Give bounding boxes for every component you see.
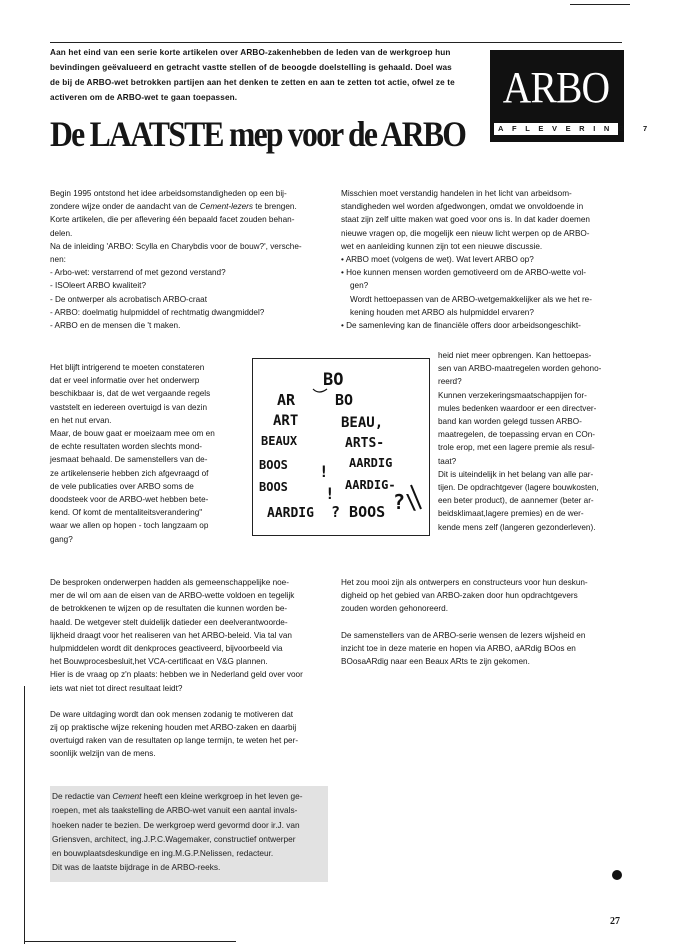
left-column-bottom [50,576,330,761]
left-column-mid [50,361,235,546]
text-line: digheid op het gebied van ARBO-zaken door hun opdrachtgevers [341,591,578,601]
text-line: haald. De wetgever stelt duidelijk datieder een deelverantwoorde- [50,617,288,627]
sketch-word: ! [319,462,329,481]
sketch-drawing [253,359,429,535]
text-line: Griensven, architect, ing.J.P.C.Wagemaker, constructief ontwerper [52,833,296,844]
text-line: band kan worden gelegd tussen ARBO- [438,417,582,427]
sketch-word: BO [335,391,354,409]
right-column-top [341,187,623,332]
text-line: Na de inleiding 'ARBO: Scylla en Charybdis voor de bouw?', versche- [50,241,302,251]
right-column-bottom [341,576,623,668]
text-line: gang? [50,534,73,544]
text-line: en bouwplaatsdeskundige en ing.M.G.P.Nelissen, redacteur. [52,848,274,859]
text-line: Wordt hettoepassen van de ARBO-wetgemakkelijker als we het re- [350,294,592,304]
text-line: zouden worden gehonoreerd. [341,604,448,614]
logo-subtitle: AFLEVERING 7 [494,123,618,135]
text-line: Het blijft intrigerend te moeten constateren [50,363,205,372]
sketch-word: ? BOOS [331,503,386,521]
right-column-mid [438,349,624,534]
intro-paragraph [50,45,482,105]
intro-line: de bij de ARBO-wet betrokken partijen aan het denken te zetten en aan te zetten tot actie, ofwel ze te [50,78,455,87]
text-line: reerd? [438,377,462,387]
sketch-word: BO [323,370,344,390]
text-line: maatregelen, de toepassing ervan en COn- [438,430,596,440]
editorial-note-box [50,786,328,882]
sketch-word: BEAU, [341,415,384,431]
text-line: taat? [438,456,457,466]
sketch-word: AARDIG- [345,478,396,492]
text-line: Dit is uiteindelijk in het belang van alle par- [438,469,594,479]
text-line: de betrokkenen te wijzen op de resultaten die kunnen worden be- [50,604,288,614]
list-item: - Arbo-wet: verstarrend of met gezond verstand? [50,268,226,278]
text-line: delen. [50,228,73,238]
text-line: gen? [350,281,369,291]
sketch-word: ! [325,484,335,503]
text-line: sen van ARBO-maatregelen worden gehono- [438,364,602,374]
text-line: roepen, met als taakstelling de ARBO-wet vanuit een aantal invals- [52,805,298,816]
sketch-word: ART [273,413,299,429]
text-line: Maar, de bouw gaat er moeizaam mee om en [50,429,215,439]
bullet-item: • De samenleving kan de financiële offers door arbeidsongeschikt- [341,321,581,331]
list-item: - De ontwerper als acrobatisch ARBO-craat [50,294,207,304]
sketch-word: ?\ [393,490,418,514]
text-line: Begin 1995 ontstond het idee arbeidsomstandigheden op een bij- [50,189,287,198]
header-rule [50,42,622,43]
end-mark-dot [612,870,622,880]
bullet-item: • Hoe kunnen mensen worden gemotiveerd om de ARBO-wette vol- [341,268,586,278]
text-line: zondere wijze onder de aandacht van de Cement-lezers te brengen. [50,202,297,212]
text-line: overtuigd raken van de resultaten op lange termijn, te weten het per- [50,736,299,746]
text-line: waar we allen op hopen - toch langzaam op [50,521,209,531]
text-line: inzicht toe in deze materie en hopen via ARBO, aARdig BOos en [341,643,576,653]
text-line: kening houden met ARBO als hulpmiddel ervaren? [350,307,534,317]
text-line: ze artikelenserie hebben zich afgevraagd of [50,468,209,478]
sketch-word: ARTS- [345,436,385,451]
bullet-item: • ARBO moet (volgens de wet). Wat levert ARBO op? [341,255,534,265]
top-right-rule [570,4,630,5]
text-line: beschikbaar is, dat de wet vergaande regels [50,389,211,399]
handwritten-sketch [252,358,430,536]
left-margin-rule [24,686,25,944]
text-line: een beter product), de aannemer (beter ar- [438,496,594,506]
text-line: de vele publicaties over ARBO soms de [50,481,194,491]
intro-line: bevindingen geëvalueerd en getracht vastte stellen of de beoogde doelstelling is gehaald. Doel was [50,63,452,72]
text-line: heid niet meer opbrengen. Kan hettoepas- [438,351,592,360]
text-line: doodsteek voor de ARBO-wet hebben bete- [50,495,209,505]
text-line: iets wat niet tot direct resultaat leidt? [50,683,183,693]
intro-line: activeren om de ARBO-wet te gaan toepassen. [50,93,238,102]
text-line: en het nut ervan. [50,415,112,425]
text-line: lijkheid draagt voor het realiseren van het ARBO-beleid. Via tal van [50,630,292,640]
bottom-left-rule [24,941,236,942]
text-line: hoeken nader te bezien. De werkgroep werd gevormd door ir.J. van [52,819,300,830]
text-line: dat er veel informatie over het onderwerp [50,376,200,386]
sketch-word: AARDIG [349,456,393,470]
text-line: Kunnen verzekeringsmaatschappijen for- [438,390,587,400]
text-line: vaststelt en iedereen overtuigd is van dezin [50,402,208,412]
sketch-word: AR [277,391,296,409]
sketch-word: BOOS [259,458,288,472]
text-line: mer de wil om aan de eisen van de ARBO-wette voldoen en tegelijk [50,591,295,601]
text-line: het Bouwprocesbesluit,het VCA-certificaat en V&G plannen. [50,657,268,667]
intro-line: Aan het eind van een serie korte artikelen over ARBO-zakenhebben de leden van de werkgroep hun [50,48,451,57]
text-line: tijen. De opdrachtgever (lagere bouwkosten, [438,483,599,493]
text-line: kend. Of komt de mentaliteitsverandering" [50,508,203,518]
text-line: De ware uitdaging wordt dan ook mensen zodanig te motiveren dat [50,709,294,719]
text-line: De besproken onderwerpen hadden als gemeenschappelijke noe- [50,578,289,587]
text-line: beidsklimaat,lagere premies) en de wer- [438,509,584,519]
sketch-word: AARDIG [267,506,314,521]
sketch-word: BEAUX [261,434,298,448]
text-line: trole erop, met een lagere premie als resul- [438,443,595,453]
text-line: staat zijn zelf uitte maken wat goed voor ons is. In dat kader doemen [341,215,590,225]
text-line: soonlijk welzijn van de mens. [50,749,156,759]
text-line: De redactie van Cement heeft een kleine werkgroep in het leven ge- [52,791,303,801]
list-item: - ISOleert ARBO kwaliteit? [50,281,147,291]
list-item: - ARBO en de mensen die 't maken. [50,321,181,331]
text-line: hulpmiddelen wordt dit denkproces geactiveerd, bijvoorbeeld via [50,644,283,654]
text-line: Misschien moet verstandig handelen in het licht van arbeidsom- [341,189,572,198]
text-line: zij op praktische wijze rekening houden met ARBO-zaken en daarbij [50,723,297,733]
text-line: nen: [50,255,66,265]
text-line: kende mens zelf (langeren gezonderleven). [438,522,596,532]
text-line: wet en aanleiding kunnen zijn tot een nieuwe discussie. [341,241,543,251]
text-line: mules bedenken waardoor er een directver- [438,403,597,413]
text-line: Korte artikelen, die per aflevering één bepaald facet zouden behan- [50,215,295,225]
text-line: de echte resultaten worden slechts mond- [50,442,203,452]
logo-title: ARBO [502,63,610,112]
text-line: BOosaARdig naar een Beaux ARts te zijn gekomen. [341,657,530,667]
page-number: 27 [610,916,620,927]
page-title: De LAATSTE mep voor de ARBO [50,114,466,154]
text-line: standigheden wel worden afgedwongen, omdat we onvoldoende in [341,202,584,212]
text-line: Dit was de laatste bijdrage in de ARBO-reeks. [52,862,221,873]
text-line: Hier is de vraag op z'n plaats: hebben we in Nederland geld over voor [50,670,303,680]
text-line: De samenstellers van de ARBO-serie wensen de lezers wijsheid en [341,630,586,640]
left-column-top [50,187,330,332]
text-line: nieuwe vragen op, die mogelijk een nieuw licht werpen op de ARBO- [341,228,590,238]
arbo-logo [490,50,656,142]
text-line: Het zou mooi zijn als ontwerpers en constructeurs voor hun deskun- [341,578,588,587]
list-item: - ARBO: doelmatig hulpmiddel of rechtmatig dwangmiddel? [50,307,265,317]
sketch-word: BOOS [259,480,288,494]
text-line: jesmaat behaald. De samenstellers van de- [50,455,208,465]
